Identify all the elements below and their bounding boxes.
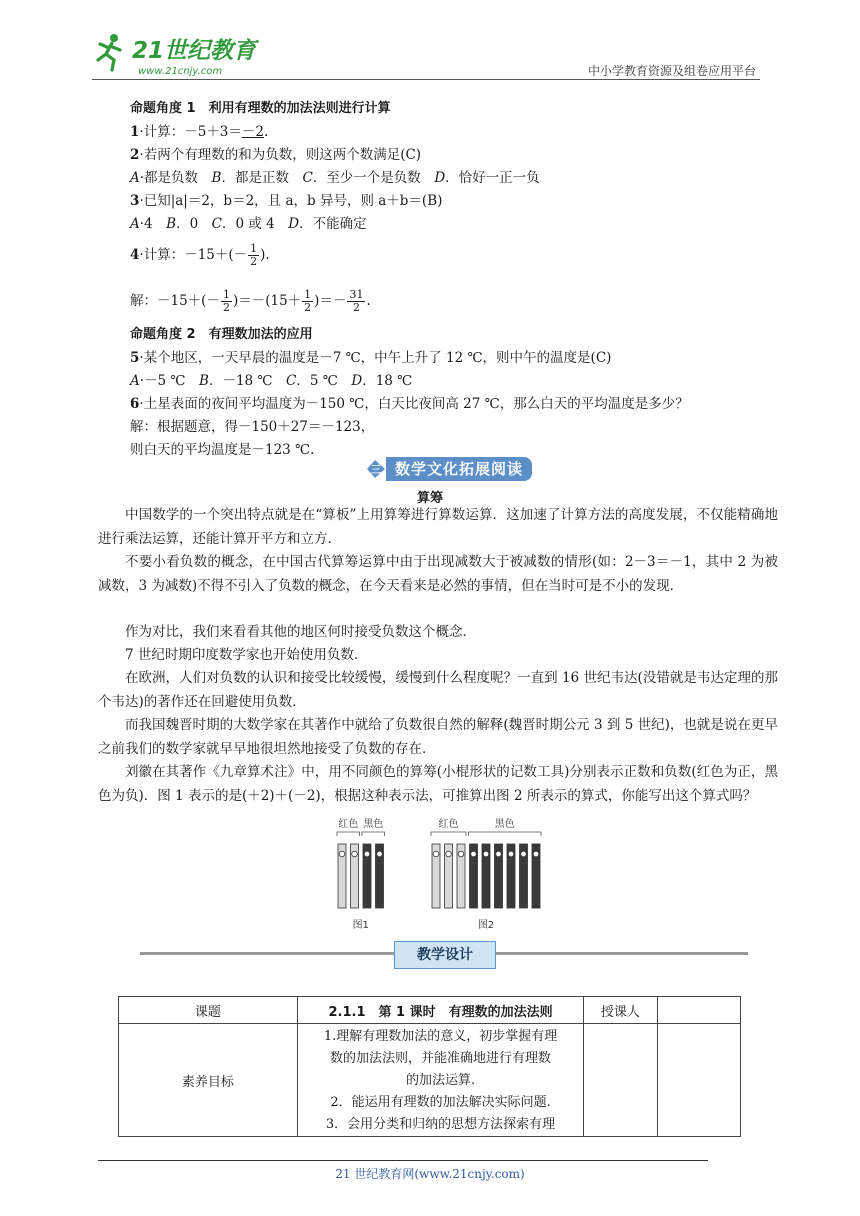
table-empty-cell <box>584 1024 657 1137</box>
rod-bead <box>483 851 489 857</box>
rod-bead <box>533 851 539 857</box>
black-label: 黑色 <box>494 819 515 830</box>
rod-bead <box>352 851 358 857</box>
runner-icon <box>98 34 120 70</box>
logo-url: www.21cnjy.com <box>138 66 223 77</box>
rod-bead <box>339 851 345 857</box>
section1-heading: 命题角度 1 利用有理数的加法法则进行计算 <box>130 101 391 116</box>
reading-paragraph-3: 作为对比，我们来看看其他的地区何时接受负数这个概念． <box>125 624 476 640</box>
question-2: 2·若两个有理数的和为负数，则这两个数满足(C) <box>130 147 422 163</box>
svg-text:三: 三 <box>371 465 381 476</box>
header-rule <box>92 79 760 80</box>
figure-2 <box>431 818 541 931</box>
question-3-options: A·4 B．0 C．0 或 4 D．不能确定 <box>130 216 367 232</box>
question-4-solution: 解：－15＋(－ $\frac{1}{2}$ )＝－(15＋ $\frac{1}{2}$ )＝－ $\frac{31}{2}$ . <box>130 288 371 314</box>
question-2-options: A·都是负数 B．都是正数 C．至少一个是负数 D．恰好一正一负 <box>130 170 540 186</box>
goal-line: 1.理解有理数加法的意义，初步掌握有理 <box>323 1029 558 1044</box>
fraction: $\frac{1}{2}$ <box>250 242 258 268</box>
rod-bead <box>521 851 527 857</box>
red-bracket <box>337 832 360 836</box>
counting-rods-figures <box>320 818 560 934</box>
rod-bead <box>508 851 514 857</box>
reading-banner <box>362 457 532 481</box>
reading-paragraph-2: 不要小看负数的概念，在中国古代算筹运算中由于出现减数大于被减数的情形(如：2－3＝－1，其中 2 为被减数，3 为减数)不得不引入了负数的概念，在今天看来是必然的事情，但在当时可是不小的发现． <box>98 554 778 594</box>
lesson-table <box>118 996 741 1137</box>
reading-paragraph-5: 在欧洲，人们对负数的认识和接受比较缓慢，缓慢到什么程度呢？一直到 16 世纪韦达(没错就是韦达定理的那个韦达)的著作还在回避使用负数． <box>98 670 778 710</box>
question-3: 3·已知|a|＝2，b＝2，且 a，b 异号，则 a＋b＝(B) <box>130 193 443 209</box>
goal-line: 3．会用分类和归纳的思想方法探索有理 <box>325 1117 556 1132</box>
logo-text: 21世纪教育 <box>132 38 257 64</box>
question-6-solution-1: 解：根据题意，得－150＋27＝－123， <box>130 419 375 435</box>
question-6-solution-2: 则白天的平均温度是－123 ℃. <box>130 442 315 458</box>
question-1: 1·计算：－5＋3＝－2. <box>130 124 269 140</box>
answer-blank: －2 <box>241 124 264 140</box>
reading-paragraph-6: 而我国魏晋时期的大数学家在其著作中就给了负数很自然的解释(魏晋时期公元 3 到 5 世纪)，也就是说在更早之前我们的数学家就早早地很坦然地接受了负数的存在． <box>98 717 778 757</box>
question-6: 6·土星表面的夜间平均温度为－150 ℃，白天比夜间高 27 ℃，那么白天的平均温度是多少？ <box>130 396 689 412</box>
goal-line: 的加法运算. <box>405 1073 476 1088</box>
goal-line: 2．能运用有理数的加法解决实际问题. <box>330 1095 551 1110</box>
black-bracket <box>469 832 542 836</box>
rod-bead <box>458 851 464 857</box>
rod-bead <box>364 851 370 857</box>
rod-bead <box>377 851 383 857</box>
question-5-options: A·－5 ℃ B．－18 ℃ C．5 ℃ D．18 ℃ <box>130 373 413 389</box>
table-topic-value: 2.1.1 第 1 课时 有理数的加法法则 <box>297 997 583 1024</box>
red-label: 红色 <box>338 819 359 830</box>
red-label: 红色 <box>438 819 459 830</box>
rod-bead <box>471 851 477 857</box>
footer-rule <box>98 1160 708 1161</box>
header-tagline: 中小学教育资源及组卷应用平台 <box>587 64 756 78</box>
goal-line: 数的加法法则，并能准确地进行有理数 <box>330 1051 552 1066</box>
banner-title: 数学文化拓展阅读 <box>386 457 532 481</box>
rod-bead <box>433 851 439 857</box>
reading-title: 算筹 <box>416 491 443 506</box>
banner-number-badge <box>362 457 388 481</box>
red-bracket <box>431 832 466 836</box>
reading-paragraph-1: 中国数学的一个突出特点就是在“算板”上用算筹进行算数运算．这加速了计算方法的高度发展，不仅能精确地进行乘法运算，还能计算开平方和立方． <box>98 507 778 547</box>
site-logo <box>92 30 262 78</box>
reading-paragraph-4: 7 世纪时期印度数学家也开始使用负数． <box>125 647 368 663</box>
reading-paragraph-7: 刘徽在其著作《九章算术注》中，用不同颜色的算筹(小棍形状的记数工具)分别表示正数和负数(红色为正，黑色为负)．图 1 表示的是(＋2)＋(－2)，根据这种表示法，可推算出图 2 所表示的算式，你能写出这个算式吗？ <box>98 764 778 804</box>
footer-text: 21 世纪教育网(www.21cnjy.com) <box>335 1167 525 1181</box>
figure-caption: 图2 <box>477 920 495 931</box>
fraction: $\frac{1}{2}$ <box>304 288 312 314</box>
table-goal-label: 素养目标 <box>119 1024 298 1137</box>
rod-bead <box>446 851 452 857</box>
table-teacher-value <box>657 997 740 1024</box>
design-badge: 教学设计 <box>394 941 496 969</box>
figure-1 <box>337 818 385 931</box>
table-empty-cell <box>657 1024 740 1137</box>
question-5: 5·某个地区，一天早晨的温度是－7 ℃，中午上升了 12 ℃，则中午的温度是(C) <box>130 350 612 366</box>
black-bracket <box>362 832 385 836</box>
rod-bead <box>496 851 502 857</box>
table-header-teacher: 授课人 <box>584 997 657 1024</box>
black-label: 黑色 <box>363 819 384 830</box>
table-header-topic: 课题 <box>119 997 298 1024</box>
section2-heading: 命题角度 2 有理数加法的应用 <box>130 327 313 342</box>
fraction: $\frac{1}{2}$ <box>222 288 230 314</box>
figure-caption: 图1 <box>352 920 369 931</box>
fraction: $\frac{31}{2}$ <box>349 288 364 314</box>
table-goal-content <box>297 1024 583 1137</box>
question-4: 4·计算：－15＋(－ $\frac{1}{2}$ ). <box>130 242 270 268</box>
